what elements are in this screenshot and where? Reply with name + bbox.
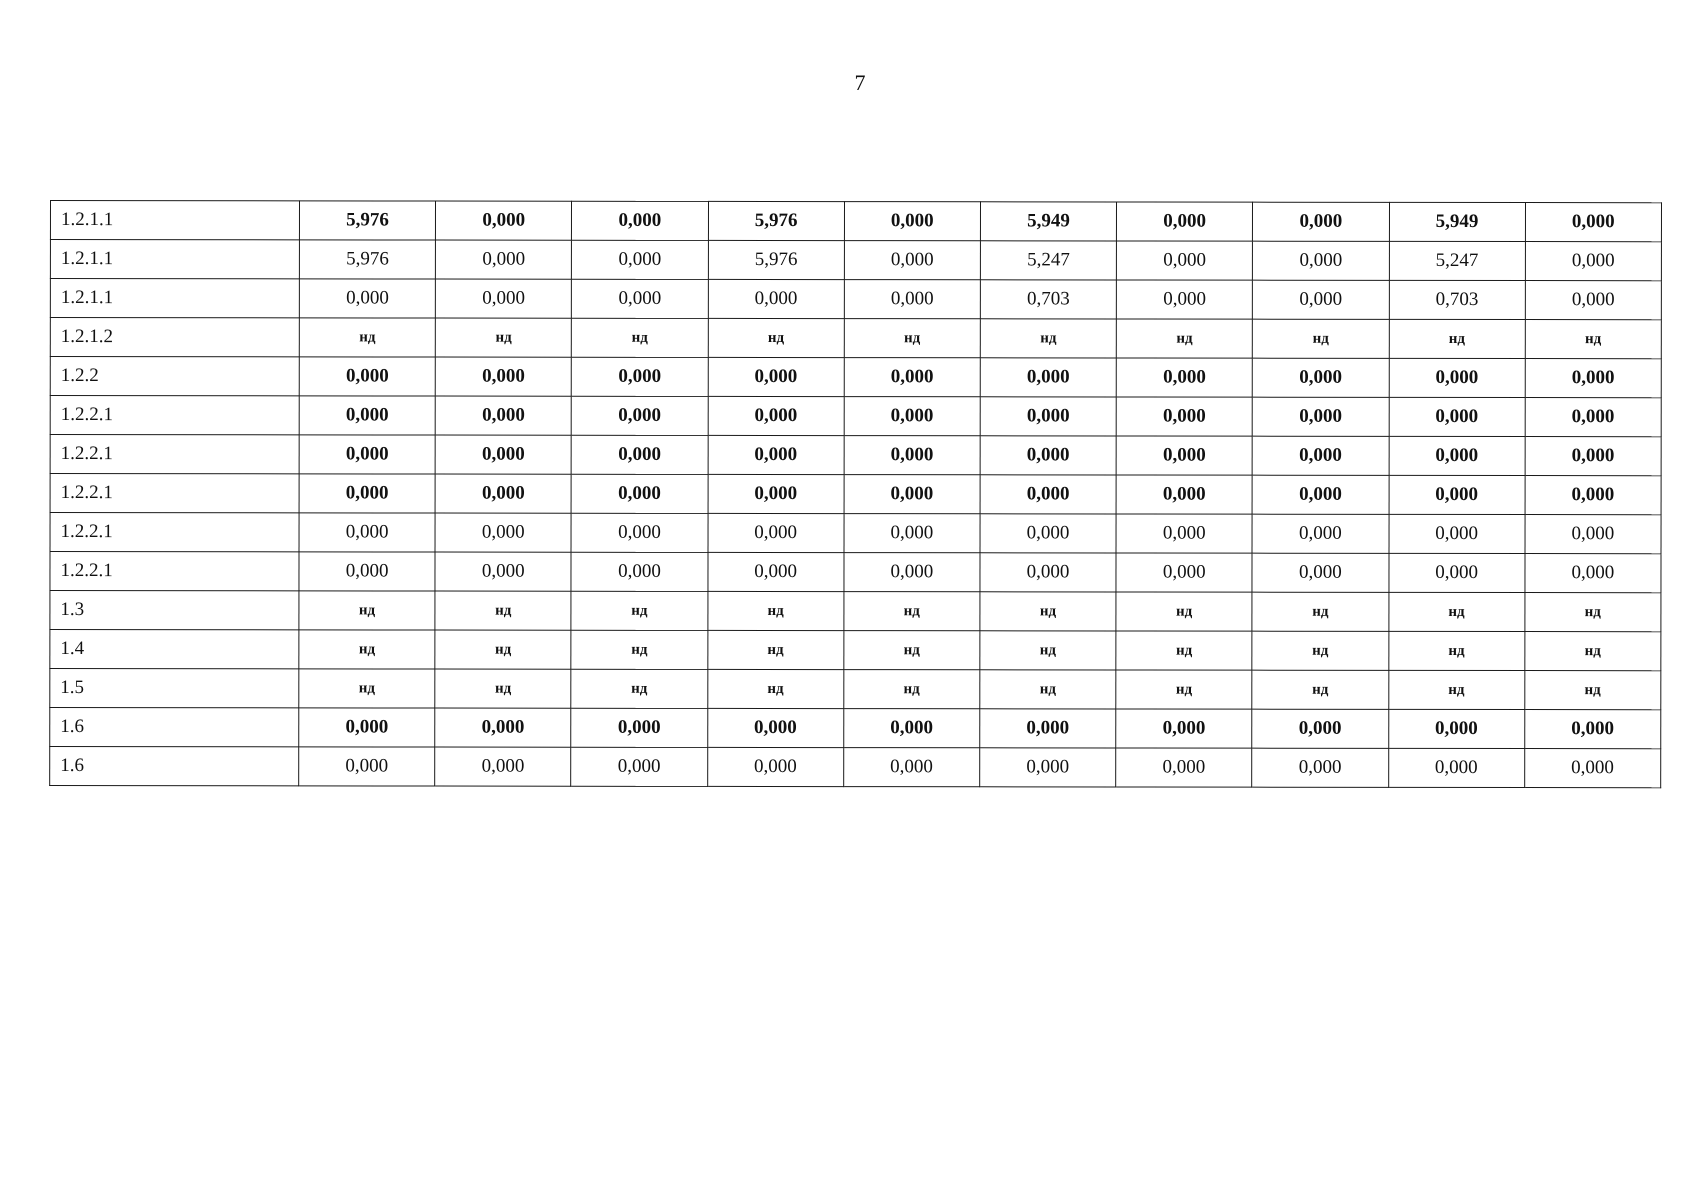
- value-cell: 0,000: [980, 436, 1116, 475]
- value-cell: 0,000: [1116, 280, 1252, 319]
- value-cell: 0,000: [980, 553, 1116, 592]
- value-cell: нд: [435, 318, 571, 357]
- value-cell: 0,000: [708, 513, 844, 552]
- value-cell: 0,000: [980, 475, 1116, 514]
- value-cell: нд: [1252, 592, 1388, 631]
- row-code-cell: 1.6: [50, 708, 299, 747]
- value-cell: 0,000: [844, 475, 980, 514]
- value-cell: 0,000: [1389, 514, 1525, 553]
- value-cell: 0,000: [844, 397, 980, 436]
- value-cell: 0,000: [1253, 241, 1389, 280]
- value-cell: 0,000: [435, 474, 571, 513]
- value-cell: 0,703: [1389, 280, 1525, 319]
- value-cell: 0,000: [1116, 748, 1252, 787]
- value-cell: нд: [572, 318, 708, 357]
- value-cell: нд: [844, 592, 980, 631]
- value-cell: 0,000: [1524, 710, 1660, 749]
- value-cell: 5,247: [980, 241, 1116, 280]
- value-cell: 0,000: [436, 240, 572, 279]
- table-row: [50, 357, 1661, 398]
- value-cell: 0,000: [571, 747, 707, 786]
- value-cell: 0,000: [1253, 202, 1389, 241]
- value-cell: 0,000: [980, 358, 1116, 397]
- value-cell: 0,000: [299, 747, 435, 786]
- value-cell: 0,000: [1116, 514, 1252, 553]
- value-cell: 0,000: [299, 708, 435, 747]
- value-cell: 0,000: [708, 552, 844, 591]
- value-cell: нд: [1252, 670, 1388, 709]
- value-cell: нд: [844, 319, 980, 358]
- value-cell: нд: [1525, 320, 1661, 359]
- value-cell: 0,000: [435, 708, 571, 747]
- value-cell: 0,000: [843, 748, 979, 787]
- value-cell: 0,000: [1525, 437, 1661, 476]
- row-code-cell: 1.2.2.1: [50, 474, 299, 513]
- value-cell: 0,000: [1525, 281, 1661, 320]
- value-cell: 0,000: [1252, 709, 1388, 748]
- table-row: [50, 552, 1661, 593]
- value-cell: 0,000: [1116, 475, 1252, 514]
- value-cell: нд: [1116, 631, 1252, 670]
- value-cell: 0,000: [844, 202, 980, 241]
- value-cell: 0,000: [571, 513, 707, 552]
- value-cell: 0,000: [1525, 203, 1661, 242]
- value-cell: 0,000: [844, 241, 980, 280]
- value-cell: 0,000: [1253, 358, 1389, 397]
- value-cell: 0,000: [1389, 358, 1525, 397]
- row-code-cell: 1.2.1.1: [50, 201, 299, 240]
- value-cell: 0,000: [435, 747, 571, 786]
- row-code-cell: 1.3: [50, 591, 299, 630]
- row-code-cell: 1.2.1.1: [50, 279, 299, 318]
- value-cell: 0,000: [1525, 476, 1661, 515]
- value-cell: нд: [299, 591, 435, 630]
- value-cell: 0,000: [436, 201, 572, 240]
- value-cell: нд: [844, 670, 980, 709]
- table-row: [50, 201, 1661, 242]
- value-cell: 0,000: [1525, 359, 1661, 398]
- value-cell: 0,000: [299, 279, 435, 318]
- row-code-cell: 1.2.2.1: [50, 435, 299, 474]
- value-cell: 0,000: [435, 357, 571, 396]
- page-number: 7: [854, 70, 866, 95]
- table-body: [50, 201, 1662, 788]
- value-cell: нд: [1388, 670, 1524, 709]
- value-cell: нд: [299, 630, 435, 669]
- row-code-cell: 1.2.2.1: [50, 513, 299, 552]
- table-row: [50, 747, 1661, 788]
- value-cell: 0,000: [299, 474, 435, 513]
- value-cell: нд: [1252, 631, 1388, 670]
- value-cell: 0,000: [844, 553, 980, 592]
- value-cell: 0,000: [572, 357, 708, 396]
- value-cell: 0,000: [572, 201, 708, 240]
- value-cell: нд: [299, 669, 435, 708]
- value-cell: 0,000: [1525, 554, 1661, 593]
- value-cell: 5,976: [708, 201, 844, 240]
- value-cell: 0,000: [980, 748, 1116, 787]
- value-cell: 5,976: [299, 240, 435, 279]
- value-cell: 0,000: [980, 514, 1116, 553]
- value-cell: 0,000: [299, 552, 435, 591]
- value-cell: нд: [707, 630, 843, 669]
- value-cell: 5,976: [299, 201, 435, 240]
- value-cell: нд: [1525, 632, 1661, 671]
- value-cell: 0,000: [1117, 241, 1253, 280]
- value-cell: 0,000: [1252, 514, 1388, 553]
- value-cell: нд: [1389, 319, 1525, 358]
- row-code-cell: 1.2.2.1: [50, 396, 299, 435]
- value-cell: 0,000: [1116, 397, 1252, 436]
- value-cell: нд: [1116, 592, 1252, 631]
- value-cell: 0,000: [707, 747, 843, 786]
- table-row: [50, 630, 1661, 671]
- value-cell: 0,000: [435, 513, 571, 552]
- value-cell: 0,000: [1117, 202, 1253, 241]
- value-cell: 0,000: [435, 396, 571, 435]
- value-cell: нд: [1388, 631, 1524, 670]
- value-cell: нд: [571, 591, 707, 630]
- value-cell: нд: [1524, 671, 1660, 710]
- value-cell: нд: [1116, 670, 1252, 709]
- value-cell: 0,000: [708, 474, 844, 513]
- value-cell: 0,000: [1253, 280, 1389, 319]
- value-cell: 0,000: [1388, 748, 1524, 787]
- value-cell: 0,000: [1389, 475, 1525, 514]
- table-row: [50, 708, 1661, 749]
- value-cell: 0,000: [1116, 358, 1252, 397]
- value-cell: нд: [1525, 593, 1661, 632]
- value-cell: 0,000: [572, 396, 708, 435]
- value-cell: нд: [980, 592, 1116, 631]
- value-cell: нд: [980, 319, 1116, 358]
- row-code-cell: 1.2.1.1: [50, 240, 299, 279]
- row-code-cell: 1.6: [50, 747, 299, 786]
- value-cell: 0,000: [299, 513, 435, 552]
- table-row: [50, 435, 1661, 476]
- table-row: [50, 669, 1661, 710]
- value-cell: нд: [1253, 319, 1389, 358]
- data-table-container: [49, 200, 1662, 788]
- value-cell: 0,000: [299, 357, 435, 396]
- value-cell: 0,000: [1389, 397, 1525, 436]
- value-cell: 0,000: [435, 552, 571, 591]
- value-cell: 0,000: [1389, 436, 1525, 475]
- value-cell: 5,949: [980, 202, 1116, 241]
- value-cell: 0,000: [708, 357, 844, 396]
- value-cell: 5,247: [1389, 241, 1525, 280]
- row-code-cell: 1.2.2: [50, 357, 299, 396]
- value-cell: 0,000: [436, 279, 572, 318]
- value-cell: 0,000: [1252, 748, 1388, 787]
- value-cell: 0,000: [708, 279, 844, 318]
- value-cell: 0,000: [844, 514, 980, 553]
- row-code-cell: 1.5: [50, 669, 299, 708]
- value-cell: 0,000: [571, 435, 707, 474]
- value-cell: 0,000: [1252, 436, 1388, 475]
- value-cell: 5,949: [1389, 202, 1525, 241]
- value-cell: 0,000: [1252, 553, 1388, 592]
- data-table: [49, 200, 1662, 788]
- row-code-cell: 1.2.1.2: [50, 318, 299, 357]
- value-cell: 0,703: [980, 280, 1116, 319]
- value-cell: 0,000: [1252, 397, 1388, 436]
- value-cell: 0,000: [844, 436, 980, 475]
- value-cell: нд: [980, 631, 1116, 670]
- value-cell: 0,000: [1525, 515, 1661, 554]
- value-cell: 0,000: [1525, 242, 1661, 281]
- table-row: [50, 279, 1661, 320]
- value-cell: нд: [707, 669, 843, 708]
- value-cell: 0,000: [707, 708, 843, 747]
- value-cell: 0,000: [844, 280, 980, 319]
- row-code-cell: 1.4: [50, 630, 299, 669]
- table-row: [50, 396, 1661, 437]
- value-cell: нд: [707, 591, 843, 630]
- value-cell: 0,000: [1252, 475, 1388, 514]
- value-cell: 0,000: [571, 708, 707, 747]
- value-cell: 0,000: [571, 552, 707, 591]
- value-cell: 0,000: [299, 396, 435, 435]
- value-cell: 5,976: [708, 240, 844, 279]
- value-cell: 0,000: [708, 396, 844, 435]
- value-cell: 0,000: [1116, 436, 1252, 475]
- value-cell: нд: [571, 669, 707, 708]
- value-cell: 0,000: [843, 709, 979, 748]
- value-cell: 0,000: [435, 435, 571, 474]
- value-cell: 0,000: [1524, 749, 1660, 788]
- value-cell: 0,000: [572, 240, 708, 279]
- value-cell: 0,000: [571, 474, 707, 513]
- value-cell: 0,000: [980, 709, 1116, 748]
- table-row: [50, 474, 1661, 515]
- value-cell: 0,000: [1525, 398, 1661, 437]
- value-cell: 0,000: [1388, 553, 1524, 592]
- value-cell: нд: [571, 630, 707, 669]
- value-cell: нд: [435, 591, 571, 630]
- value-cell: нд: [844, 631, 980, 670]
- table-row: [50, 240, 1661, 281]
- row-code-cell: 1.2.2.1: [50, 552, 299, 591]
- value-cell: 0,000: [299, 435, 435, 474]
- value-cell: 0,000: [708, 435, 844, 474]
- value-cell: 0,000: [1116, 709, 1252, 748]
- value-cell: нд: [435, 630, 571, 669]
- value-cell: нд: [708, 318, 844, 357]
- value-cell: нд: [435, 669, 571, 708]
- table-row: [50, 513, 1661, 554]
- value-cell: 0,000: [1116, 553, 1252, 592]
- value-cell: нд: [299, 318, 435, 357]
- value-cell: 0,000: [980, 397, 1116, 436]
- value-cell: нд: [1116, 319, 1252, 358]
- value-cell: нд: [1388, 592, 1524, 631]
- value-cell: 0,000: [572, 279, 708, 318]
- table-row: [50, 591, 1661, 632]
- value-cell: 0,000: [844, 358, 980, 397]
- value-cell: нд: [980, 670, 1116, 709]
- table-row: [50, 318, 1661, 359]
- value-cell: 0,000: [1388, 709, 1524, 748]
